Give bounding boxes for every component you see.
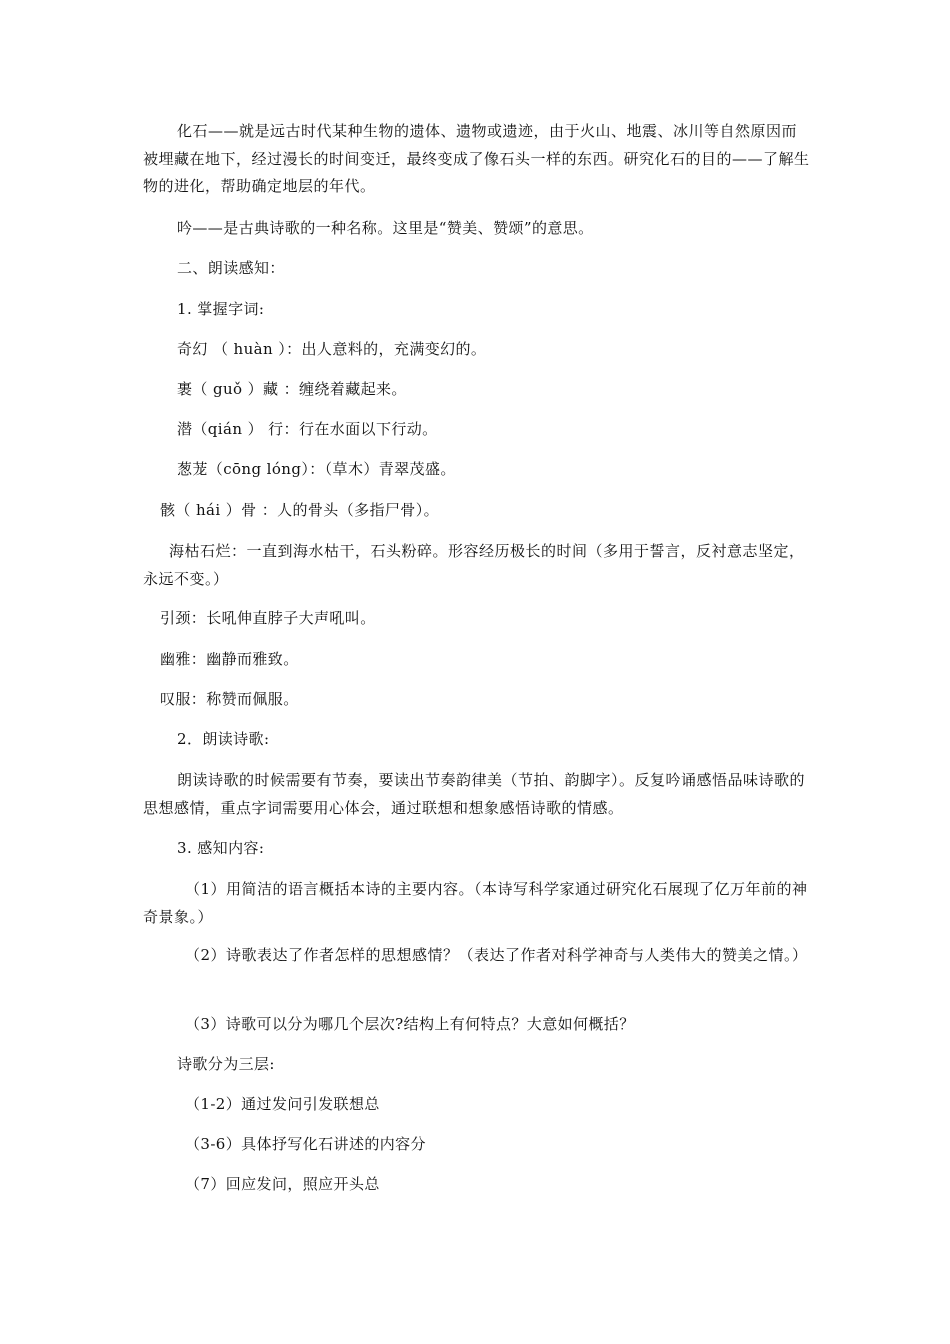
layer-2: （3-6）具体抒写化石讲述的内容分 xyxy=(185,1135,426,1153)
word-entry-qihuan: 奇幻 （ huàn ）：出人意料的，充满变幻的。 xyxy=(177,340,487,358)
paragraph-fossil-definition: 化石——就是远古时代某种生物的遗体、遗物或遗迹，由于火山、地震、冰川等自然原因而被埋藏在地下，经过漫长的时间变迁，最终变成了像石头一样的东西。研究化石的目的——了解生物的进化，帮助确定地层的年代。 xyxy=(143,122,810,195)
word-entry-tanfu: 叹服：称赞而佩服。 xyxy=(160,690,299,708)
question-2: （2）诗歌表达了作者怎样的思想感情？（表达了作者对科学神奇与人类伟大的赞美之情。） xyxy=(185,946,808,964)
word-entry-haigu: 骸（ hái ）骨 ：人的骨头（多指尸骨）。 xyxy=(160,501,440,519)
word-entry-yinjing: 引颈：长吼伸直脖子大声吼叫。 xyxy=(160,609,376,627)
subheading-words: 1. 掌握字词: xyxy=(177,300,265,318)
word-entry-haiku: 海枯石烂：一直到海水枯干，石头粉碎。形容经历极长的时间（多用于誓言，反衬意志坚定，永远不变。） xyxy=(143,542,805,588)
paragraph-yin-definition: 吟——是古典诗歌的一种名称。这里是“赞美、赞颂”的意思。 xyxy=(177,219,594,237)
question-1: （1）用简洁的语言概括本诗的主要内容。（本诗写科学家通过研究化石展现了亿万年前的神奇景象。） xyxy=(143,880,808,926)
layer-1: （1-2）通过发问引发联想总 xyxy=(185,1095,380,1113)
word-entry-guocang: 裹（ guǒ ）藏 ：缠绕着藏起来。 xyxy=(177,380,407,398)
subheading-content: 3. 感知内容: xyxy=(177,839,265,857)
layers-intro: 诗歌分为三层: xyxy=(177,1055,275,1073)
word-entry-conglong: 葱茏（cōng lóng）：（草木）青翠茂盛。 xyxy=(177,460,456,478)
paragraph-read-poem: 朗读诗歌的时候需要有节奏，要读出节奏韵律美（节拍、韵脚字）。反复吟诵感悟品味诗歌的思想感情，重点字词需要用心体会，通过联想和想象感悟诗歌的情感。 xyxy=(143,771,806,817)
word-entry-youya: 幽雅：幽静而雅致。 xyxy=(160,650,299,668)
section-heading-reading: 二、朗读感知： xyxy=(177,259,285,277)
layer-3: （7）回应发问，照应开头总 xyxy=(185,1175,380,1193)
question-3: （3）诗歌可以分为哪几个层次?结构上有何特点？大意如何概括？ xyxy=(185,1015,635,1033)
subheading-read-poem: 2．朗读诗歌: xyxy=(177,730,270,748)
word-entry-qianxing: 潜（qián ） 行：行在水面以下行动。 xyxy=(177,420,438,438)
